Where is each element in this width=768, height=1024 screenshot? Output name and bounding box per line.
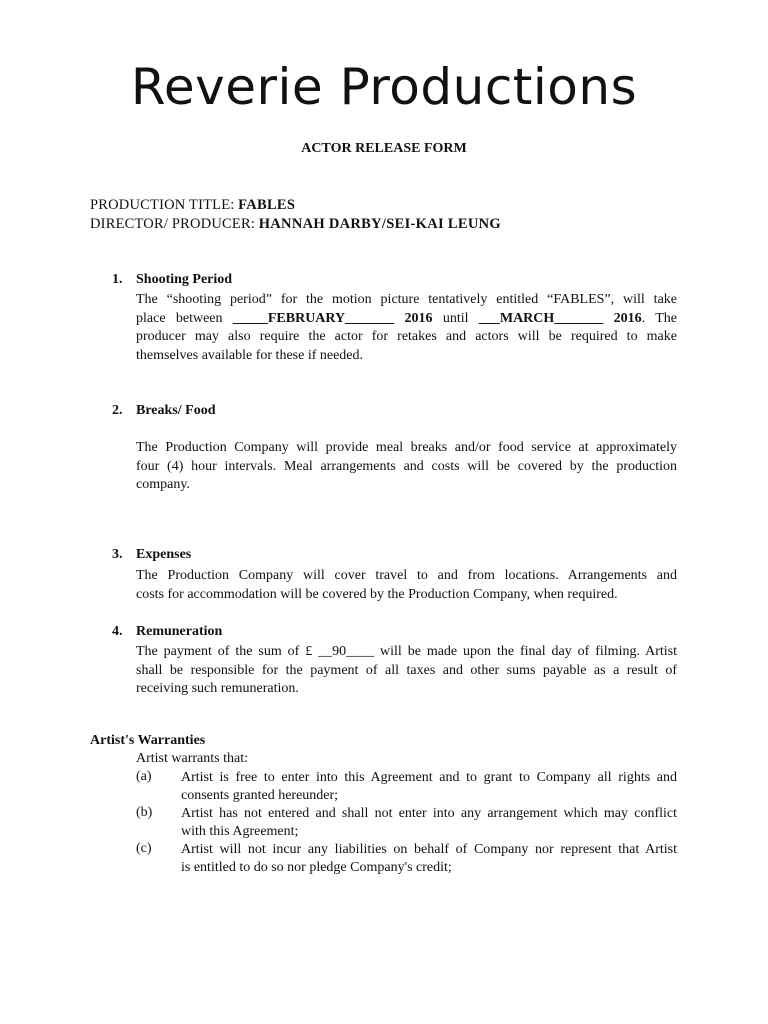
section-4-heading: Remuneration xyxy=(136,624,223,639)
section-2-line-1: The Production Company will provide meal breaks and/or food service at approximately xyxy=(136,440,677,455)
shooting-start: _____FEBRUARY_______ 2016 xyxy=(232,310,433,326)
warranty-a-label: (a) xyxy=(136,769,152,784)
section-1-body xyxy=(136,291,677,365)
production-title-label: PRODUCTION TITLE: xyxy=(90,197,235,213)
warranty-c-label: (c) xyxy=(136,841,152,856)
section-1-text: place between xyxy=(136,310,233,326)
section-1-line-4: themselves available for these if needed. xyxy=(136,347,364,363)
section-1-heading: Shooting Period xyxy=(136,272,233,287)
warranty-b-line-2: with this Agreement; xyxy=(181,824,299,839)
section-4-line-3: receiving such remuneration. xyxy=(136,681,299,696)
section-2-line-2: four (4) hour intervals. Meal arrangements and costs will be covered by the production xyxy=(136,458,677,474)
warranty-a-line-2: consents granted hereunder; xyxy=(181,788,339,803)
form-title: ACTOR RELEASE FORM xyxy=(301,141,467,156)
warranty-b-line-1: Artist has not entered and shall not enter into any arrangement which may conflict xyxy=(181,806,677,821)
section-1-line-1: The “shooting period” for the motion picture tentatively entitled “FABLES”, will take xyxy=(136,292,677,307)
warranty-a-text xyxy=(181,769,677,805)
director-row xyxy=(90,216,501,233)
section-3-line-1: The Production Company will cover travel to and from locations. Arrangements and xyxy=(136,568,677,583)
production-title-row xyxy=(90,197,295,214)
warranty-c-line-2: is entitled to do so nor pledge Company's credit; xyxy=(181,860,452,875)
section-2-body xyxy=(136,439,677,495)
warranties-intro: Artist warrants that: xyxy=(136,751,248,766)
section-2-number: 2. xyxy=(112,403,123,418)
production-title-value: FABLES xyxy=(238,197,296,213)
section-2-heading: Breaks/ Food xyxy=(136,403,216,418)
section-1-until: until xyxy=(432,310,479,326)
warranties-heading: Artist's Warranties xyxy=(90,733,206,748)
section-3-line-2: costs for accommodation will be covered by the Production Company, when required. xyxy=(136,586,618,602)
section-3-heading: Expenses xyxy=(136,547,192,562)
section-1-line-3: producer may also require the actor for retakes and actors will be required to make xyxy=(136,329,677,344)
warranty-a-line-1: Artist is free to enter into this Agreement and to grant to Company all rights and xyxy=(181,770,677,785)
company-name: Reverie Productions xyxy=(130,58,638,116)
section-1-text-end: . The xyxy=(641,310,677,326)
director-value: HANNAH DARBY/SEI-KAI LEUNG xyxy=(258,216,501,232)
section-3-body xyxy=(136,567,677,604)
warranty-c-text xyxy=(181,841,677,877)
warranty-b-label: (b) xyxy=(136,805,153,820)
warranty-b-text xyxy=(181,805,677,841)
section-1-number: 1. xyxy=(112,272,123,287)
director-label: DIRECTOR/ PRODUCER: xyxy=(90,216,256,232)
section-1-line-2 xyxy=(136,310,677,329)
section-4-line-1: The payment of the sum of £ __90____ will be made upon the final day of filming. Artist xyxy=(136,644,677,659)
warranty-c-line-1: Artist will not incur any liabilities on behalf of Company nor represent that Artist xyxy=(181,842,677,857)
section-4-body xyxy=(136,643,677,699)
section-3-number: 3. xyxy=(112,547,123,562)
section-2-line-3: company. xyxy=(136,477,190,492)
section-4-line-2: shall be responsible for the payment of all taxes and other sums payable as a result of xyxy=(136,662,677,678)
section-4-number: 4. xyxy=(112,624,123,639)
shooting-end: ___MARCH_______ 2016 xyxy=(478,310,642,326)
